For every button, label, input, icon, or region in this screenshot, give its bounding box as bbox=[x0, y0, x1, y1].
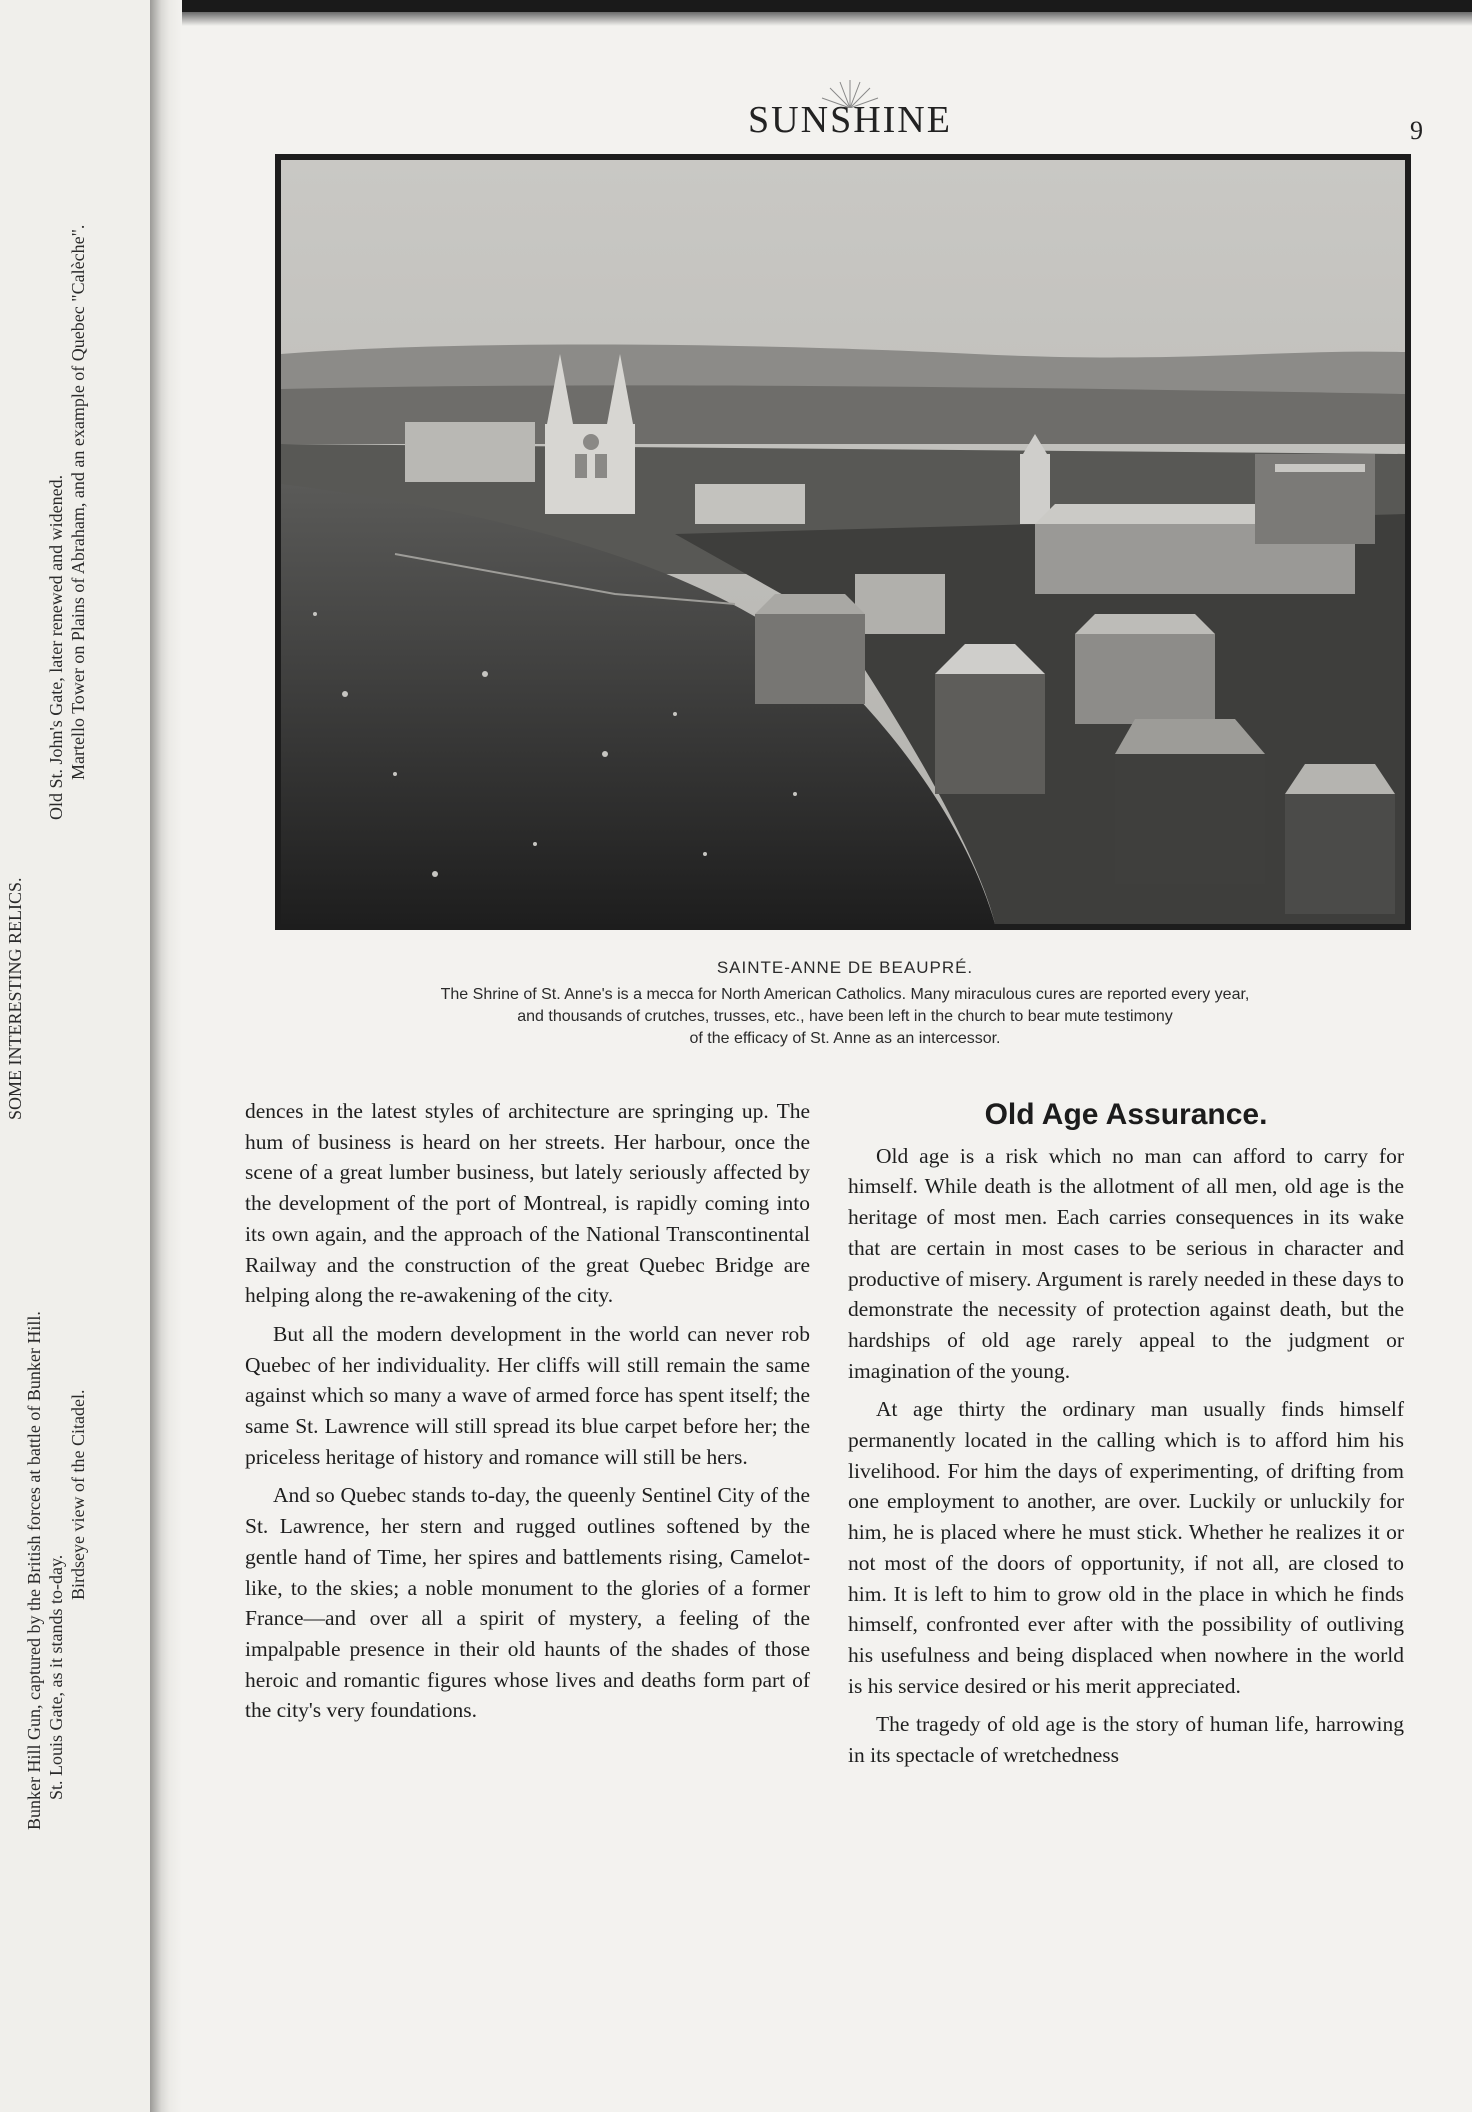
facing-page-caption-martello-tower: Martello Tower on Plains of Abraham, and an example of Quebec "Calèche". bbox=[68, 224, 88, 780]
photo-caption-title: SAINTE-ANNE DE BEAUPRÉ. bbox=[716, 958, 974, 977]
article-paragraph: And so Quebec stands to-day, the queenly Sentinel City of the St. Lawrence, her stern and rugged outlines softened by the gentle hand of Time, her spires and battlements rising, Camelot-like, to the skies; a noble monument to the glories of a former France—and over all a spirit of mystery, a feeling of the impalpable presence in their old haunts of the shades of those heroic and romantic figures whose lives and deaths form part of the city's very foundations. bbox=[245, 1483, 810, 1723]
facing-page-caption-st-johns-gate: Old St. John's Gate, later renewed and widened. bbox=[46, 474, 66, 820]
photo-caption-line: and thousands of crutches, trusses, etc., have been left in the church to bear mute testimony bbox=[517, 1008, 1173, 1025]
right-article-column bbox=[848, 1100, 1404, 1771]
article-paragraph: The tragedy of old age is the story of human life, harrowing in its spectacle of wretchedness bbox=[848, 1712, 1404, 1768]
article-paragraph: dences in the latest styles of architecture are springing up. The hum of business is heard on her streets. Her harbour, once the scene of a great lumber business, but lately seriously affected by the development of the port of Montreal, is rapidly coming into its own again, and the approach of the National Transcontinental Railway and the construction of the great Quebec Bridge are helping along the re-awakening of the city. bbox=[245, 1099, 810, 1308]
photograph-illustration bbox=[275, 154, 1411, 930]
scan-top-edge bbox=[0, 0, 1472, 12]
facing-page-caption-bunker-hill: Bunker Hill Gun, captured by the British forces at battle of Bunker Hill. bbox=[24, 1311, 44, 1830]
magazine-title: SUNSHINE bbox=[748, 99, 952, 141]
scan-top-shadow bbox=[0, 12, 1472, 26]
section-heading: Old Age Assurance. bbox=[984, 1098, 1268, 1131]
facing-page-heading: SOME INTERESTING RELICS. bbox=[5, 877, 25, 1120]
masthead bbox=[700, 98, 1000, 142]
photo-caption-line: The Shrine of St. Anne's is a mecca for North American Catholics. Many miraculous cures are reported every year, bbox=[440, 986, 1250, 1003]
photo-caption bbox=[280, 958, 1410, 1050]
facing-page-caption-citadel: Birdseye view of the Citadel. bbox=[68, 1389, 88, 1600]
article-paragraph: Old age is a risk which no man can afford to carry for himself. While death is the allotment of all men, old age is the heritage of most men. Each carries consequences in its wake that are certain in most cases to be serious in character and productive of misery. Argument is rarely needed in these days to demonstrate the necessity of protection against death, but the hardships of old age rarely appeal to the judgment or imagination of the young. bbox=[848, 1143, 1404, 1383]
facing-page-caption-st-louis-gate: St. Louis Gate, as it stands to-day. bbox=[46, 1554, 66, 1800]
book-gutter bbox=[150, 0, 182, 2112]
facing-page-strip bbox=[0, 0, 150, 2112]
article-paragraph: At age thirty the ordinary man usually finds himself permanently located in the calling which is to afford him his livelihood. For him the days of experimenting, of drifting from one employment to another, are over. Luckily or unluckily for him, he is placed where he must stick. Whether he realizes it or not most of the doors of opportunity, if not all, are closed to him. It is left to him to grow old in the place in which he finds himself, confronted ever after with the possibility of outliving his usefulness and being displaced when nowhere in the world is his service desired or his merit appreciated. bbox=[848, 1397, 1404, 1698]
sainte-anne-photograph bbox=[275, 154, 1411, 930]
left-article-column bbox=[245, 1096, 810, 1726]
photo-caption-line: of the efficacy of St. Anne as an intercessor. bbox=[689, 1030, 1001, 1047]
article-paragraph: But all the modern development in the world can never rob Quebec of her individuality. Her cliffs will still remain the same against which so many a wave of armed force has spent itself; the same St. Lawrence will still spread its blue carpet before her; the priceless heritage of history and romance will still be hers. bbox=[245, 1321, 810, 1469]
page-number: 9 bbox=[1410, 116, 1423, 145]
